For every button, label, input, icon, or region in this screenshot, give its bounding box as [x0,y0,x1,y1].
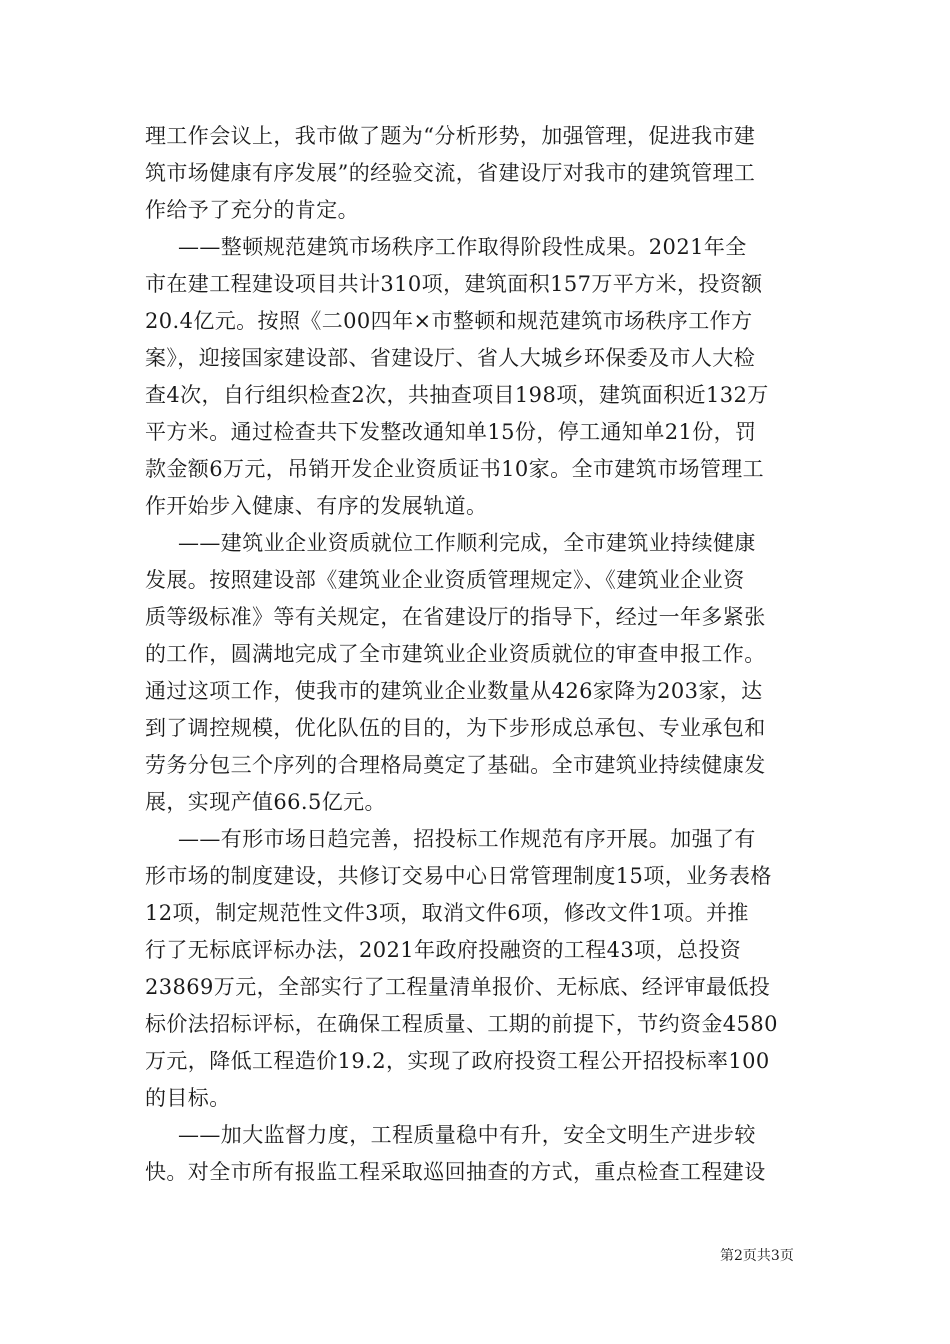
text-line: 质等级标准》等有关规定，在省建设厅的指导下，经过一年多紧张 [145,605,766,629]
text-line: 万元，降低工程造价19.2，实现了政府投资工程公开招投标率100 [145,1049,770,1073]
paragraph-start-line: ——整顿规范建筑市场秩序工作取得阶段性成果。2021年全 [178,235,747,259]
text-line: 展，实现产值66.5亿元。 [145,790,386,814]
text-line: 行了无标底评标办法，2021年政府投融资的工程43项，总投资 [145,938,742,962]
text-line: 12项，制定规范性文件3项，取消文件6项，修改文件1项。并推 [145,901,749,925]
text-line: 20.4亿元。按照《二00四年×市整顿和规范建筑市场秩序工作方 [145,309,753,333]
text-line: 理工作会议上，我市做了题为“分析形势，加强管理，促进我市建 [145,124,756,148]
text-line: 案》，迎接国家建设部、省建设厅、省人大城乡环保委及市人大检 [145,346,756,370]
text-line: 形市场的制度建设，共修订交易中心日常管理制度15项，业务表格 [145,864,772,888]
document-body [145,118,810,1191]
text-line: 到了调控规模，优化队伍的目的，为下步形成总承包、专业承包和 [145,716,766,740]
text-line: 的目标。 [145,1086,231,1110]
page-number-footer: 第2页共3页 [720,1248,794,1264]
text-line: 劳务分包三个序列的合理格局奠定了基础。全市建筑业持续健康发 [145,753,766,777]
text-line: 23869万元，全部实行了工程量清单报价、无标底、经评审最低投 [145,975,771,999]
text-line: 的工作，圆满地完成了全市建筑业企业资质就位的审查申报工作。 [145,642,766,666]
text-line: 发展。按照建设部《建筑业企业资质管理规定》、《建筑业企业资 [145,568,745,592]
paragraph-start-line: ——有形市场日趋完善，招投标工作规范有序开展。加强了有 [178,827,756,851]
text-line: 平方米。通过检查共下发整改通知单15份，停工通知单21份，罚 [145,420,757,444]
text-line: 市在建工程建设项目共计310项，建筑面积157万平方米，投资额 [145,272,763,296]
text-line: 款金额6万元，吊销开发企业资质证书10家。全市建筑市场管理工 [145,457,765,481]
text-line: 筑市场健康有序发展”的经验交流，省建设厅对我市的建筑管理工 [145,161,756,185]
text-line: 标价法招标评标，在确保工程质量、工期的前提下，节约资金4580 [145,1012,778,1036]
paragraph-start-line: ——建筑业企业资质就位工作顺利完成，全市建筑业持续健康 [178,531,756,555]
text-line: 查4次，自行组织检查2次，共抽查项目198项，建筑面积近132万 [145,383,769,407]
paragraph-start-line: ——加大监督力度，工程质量稳中有升，安全文明生产进步较 [178,1123,756,1147]
text-line: 快。对全市所有报监工程采取巡回抽查的方式，重点检查工程建设 [145,1160,766,1184]
text-line: 作给予了充分的肯定。 [145,198,359,222]
text-line: 通过这项工作，使我市的建筑业企业数量从426家降为203家，达 [145,679,763,703]
text-line: 作开始步入健康、有序的发展轨道。 [145,494,488,518]
